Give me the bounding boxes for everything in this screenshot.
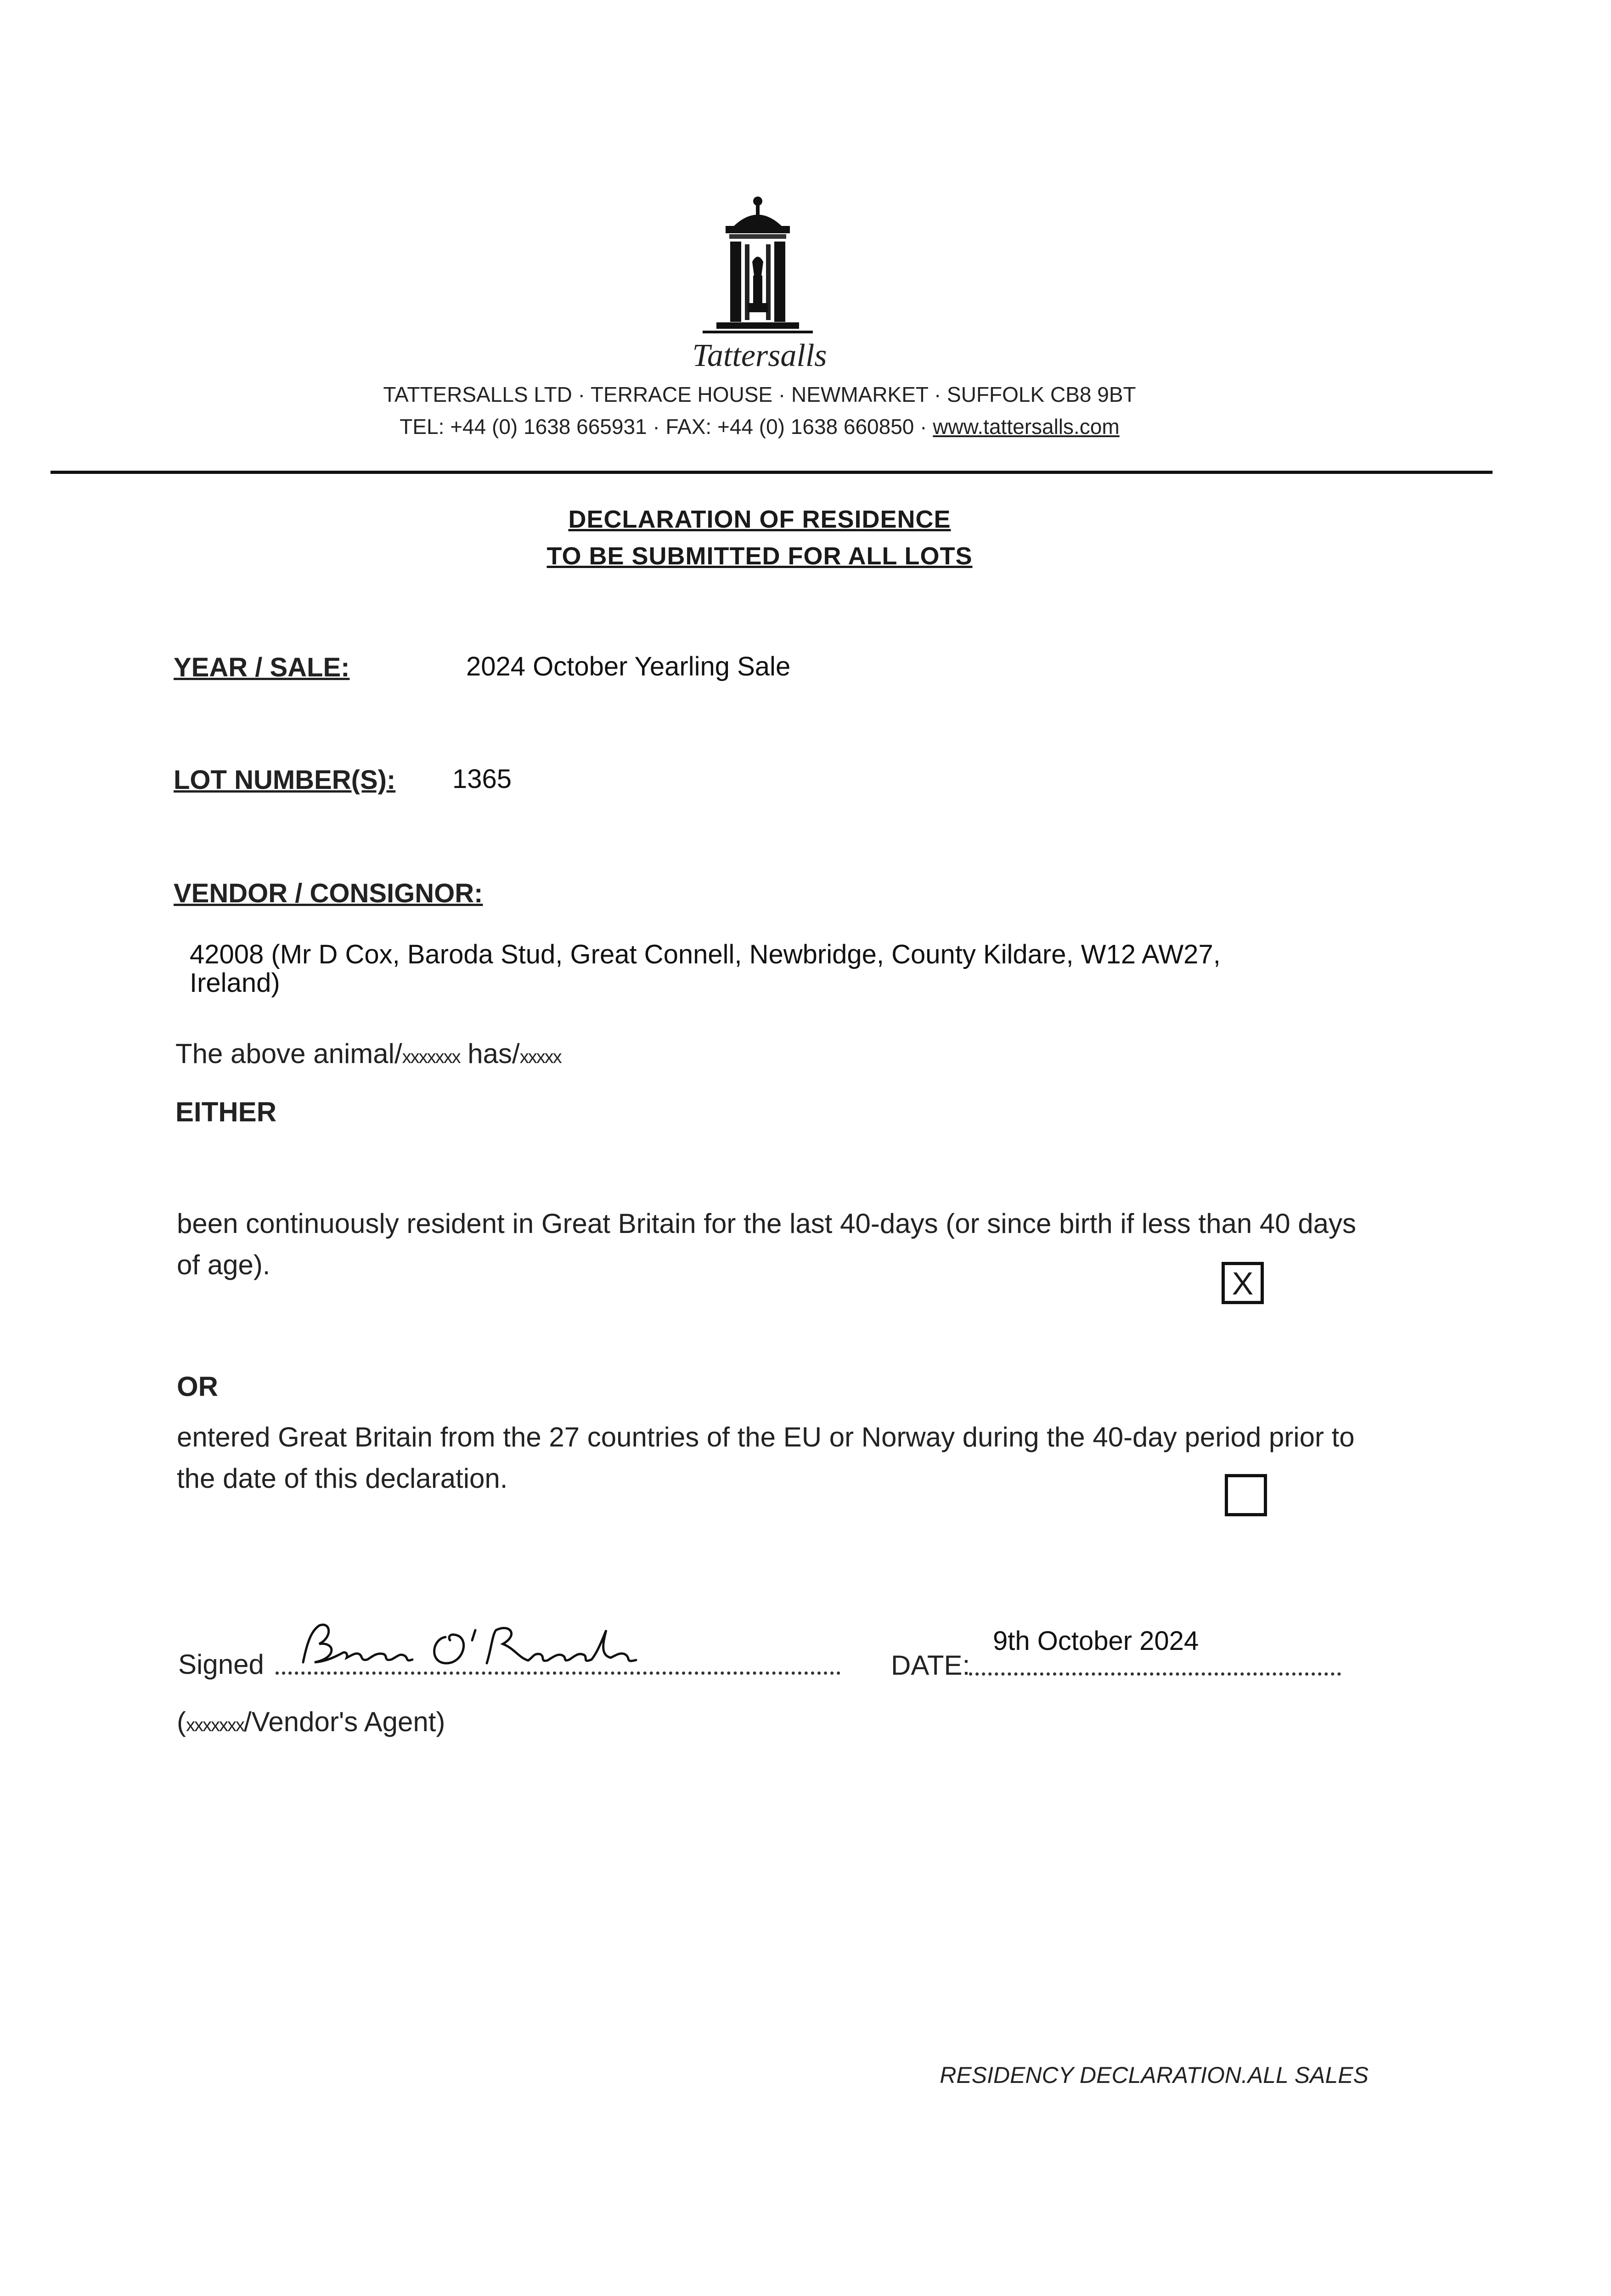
handwritten-signature xyxy=(294,1612,661,1681)
footer-reference: RESIDENCY DECLARATION.ALL SALES xyxy=(940,2062,1369,2088)
brand-name: Tattersalls xyxy=(692,338,827,373)
struck-word-vendor: xxxxxxx xyxy=(186,1715,244,1735)
lot-number-label: LOT NUMBER(S): xyxy=(174,765,396,795)
option2-text: entered Great Britain from the 27 countries of the EU or Norway during the 40-day period prior to the date of this declaration. xyxy=(177,1422,1355,1494)
or-label: OR xyxy=(177,1371,218,1402)
vendor-value: 42008 (Mr D Cox, Baroda Stud, Great Connell, Newbridge, County Kildare, W12 AW27, Ireland) xyxy=(190,940,1221,998)
company-address: TATTERSALLS LTD · TERRACE HOUSE · NEWMARKET · SUFFOLK CB8 9BT xyxy=(383,383,1136,406)
option1-checkbox[interactable]: X xyxy=(1222,1262,1264,1304)
company-contact xyxy=(254,414,1265,439)
contact-numbers: TEL: +44 (0) 1638 665931 · FAX: +44 (0) 1638 660850 · xyxy=(400,415,933,439)
header-divider xyxy=(51,471,1493,474)
vendor-label: VENDOR / CONSIGNOR: xyxy=(174,878,483,908)
date-label: DATE: xyxy=(891,1650,970,1681)
statement-middle: has/ xyxy=(460,1038,520,1069)
role-open-paren: ( xyxy=(177,1706,186,1737)
signed-label: Signed xyxy=(178,1649,264,1680)
signatory-role xyxy=(177,1701,445,1746)
date-value: 9th October 2024 xyxy=(993,1626,1199,1656)
struck-word-have: xxxxx xyxy=(519,1047,561,1067)
animal-statement xyxy=(175,1033,561,1078)
role-text: /Vendor's Agent) xyxy=(243,1706,445,1737)
option1-text: been continuously resident in Great Britain for the last 40-days (or since birth if less than 40 days of age). xyxy=(177,1208,1357,1280)
date-line xyxy=(969,1672,1341,1676)
website-link[interactable]: www.tattersalls.com xyxy=(933,415,1120,439)
year-sale-label: YEAR / SALE: xyxy=(174,653,350,682)
pavilion-icon xyxy=(689,193,827,344)
document-subtitle: TO BE SUBMITTED FOR ALL LOTS xyxy=(546,542,973,570)
either-label: EITHER xyxy=(175,1097,277,1127)
statement-prefix: The above animal/ xyxy=(175,1038,402,1069)
lot-number-value: 1365 xyxy=(452,764,512,794)
option2-checkbox[interactable] xyxy=(1225,1474,1267,1516)
document-title: DECLARATION OF RESIDENCE xyxy=(568,506,951,533)
struck-word-animals: xxxxxxx xyxy=(402,1047,460,1067)
year-sale-value: 2024 October Yearling Sale xyxy=(466,652,791,681)
